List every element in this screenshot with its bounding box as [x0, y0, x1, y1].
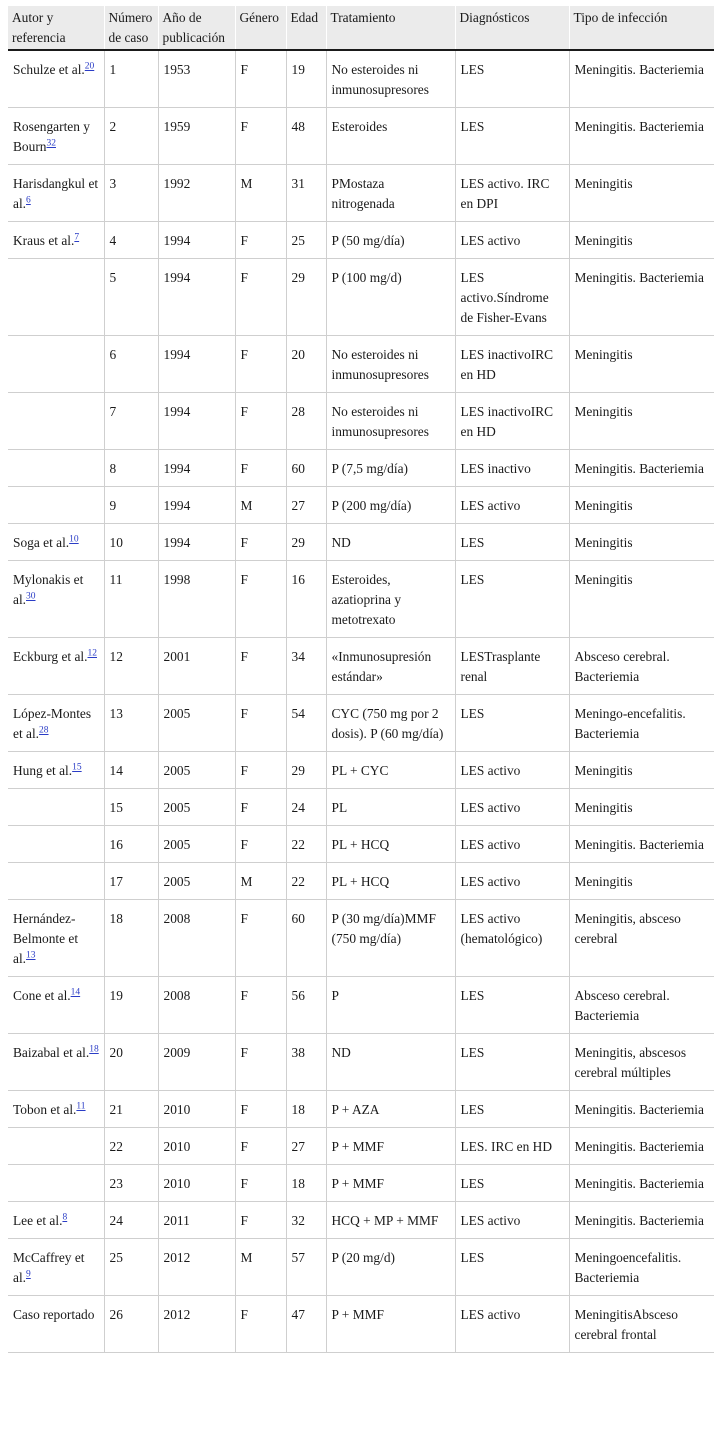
table-row [8, 50, 714, 108]
treatment-cell: PL + CYC [326, 752, 455, 789]
age-cell: 18 [286, 1165, 326, 1202]
reference-link[interactable]: 11 [76, 1101, 86, 1112]
age-cell: 54 [286, 695, 326, 752]
infection-cell: Meningitis [569, 789, 714, 826]
author-name: Eckburg et al. [13, 649, 88, 664]
author-cell [8, 222, 104, 259]
sex-cell: F [235, 789, 286, 826]
author-name: Caso reportado [13, 1307, 95, 1322]
diagnosis-cell: LES [455, 1034, 569, 1091]
infection-cell: Meningitis. Bacteriemia [569, 50, 714, 108]
infection-cell: Meningitis [569, 863, 714, 900]
year-cell: 2012 [158, 1239, 235, 1296]
header-year: Año de publicación [158, 6, 235, 50]
sex-cell: F [235, 900, 286, 977]
treatment-cell: Esteroides, azatioprina y metotrexato [326, 561, 455, 638]
table-row [8, 165, 714, 222]
table-row [8, 695, 714, 752]
author-cell [8, 561, 104, 638]
author-cell [8, 1091, 104, 1128]
diagnosis-cell: LES. IRC en HD [455, 1128, 569, 1165]
author-cell [8, 50, 104, 108]
age-cell: 29 [286, 259, 326, 336]
sex-cell: F [235, 977, 286, 1034]
infection-cell: Meningitis, abscesos cerebral múltiples [569, 1034, 714, 1091]
infection-cell: Meningitis. Bacteriemia [569, 1128, 714, 1165]
diagnosis-cell: LES [455, 524, 569, 561]
year-cell: 1994 [158, 259, 235, 336]
reference-link[interactable]: 13 [26, 950, 36, 961]
age-cell: 27 [286, 487, 326, 524]
reference-link[interactable]: 8 [62, 1212, 68, 1223]
author-cell [8, 1034, 104, 1091]
sex-cell: F [235, 336, 286, 393]
age-cell: 27 [286, 1128, 326, 1165]
author-name: McCaffrey et al. [13, 1250, 85, 1285]
year-cell: 2011 [158, 1202, 235, 1239]
year-cell: 2005 [158, 826, 235, 863]
year-cell: 1959 [158, 108, 235, 165]
author-cell [8, 695, 104, 752]
infection-cell: Meningitis [569, 487, 714, 524]
diagnosis-cell: LES [455, 977, 569, 1034]
case-number-cell: 18 [104, 900, 158, 977]
infection-cell: Absceso cerebral. Bacteriemia [569, 638, 714, 695]
sex-cell: M [235, 487, 286, 524]
diagnosis-cell: LESTrasplante renal [455, 638, 569, 695]
author-cell [8, 826, 104, 863]
sex-cell: F [235, 524, 286, 561]
age-cell: 32 [286, 1202, 326, 1239]
infection-cell: Meningo-encefalitis. Bacteriemia [569, 695, 714, 752]
infection-cell: Meningitis [569, 222, 714, 259]
sex-cell: F [235, 1128, 286, 1165]
treatment-cell: P + MMF [326, 1128, 455, 1165]
sex-cell: M [235, 863, 286, 900]
sex-cell: F [235, 752, 286, 789]
infection-cell: MeningitisAbsceso cerebral frontal [569, 1296, 714, 1353]
header-sex: Género [235, 6, 286, 50]
author-cell [8, 863, 104, 900]
author-cell [8, 524, 104, 561]
table-row [8, 1091, 714, 1128]
age-cell: 22 [286, 826, 326, 863]
table-row [8, 826, 714, 863]
year-cell: 1994 [158, 524, 235, 561]
diagnosis-cell: LES activo.Síndrome de Fisher-Evans [455, 259, 569, 336]
table-row [8, 1165, 714, 1202]
author-cell [8, 789, 104, 826]
year-cell: 1953 [158, 50, 235, 108]
author-name: Tobon et al. [13, 1102, 77, 1117]
treatment-cell: P [326, 977, 455, 1034]
case-number-cell: 26 [104, 1296, 158, 1353]
table-row [8, 900, 714, 977]
table-row [8, 108, 714, 165]
reference-link[interactable]: 15 [72, 762, 82, 773]
case-number-cell: 3 [104, 165, 158, 222]
table-row [8, 393, 714, 450]
author-cell [8, 450, 104, 487]
infection-cell: Meningitis. Bacteriemia [569, 1202, 714, 1239]
treatment-cell: «Inmunosupresión estándar» [326, 638, 455, 695]
age-cell: 31 [286, 165, 326, 222]
diagnosis-cell: LES activo [455, 1296, 569, 1353]
sex-cell: F [235, 393, 286, 450]
year-cell: 1998 [158, 561, 235, 638]
case-number-cell: 14 [104, 752, 158, 789]
infection-cell: Meningitis. Bacteriemia [569, 108, 714, 165]
table-row [8, 222, 714, 259]
table-row [8, 1202, 714, 1239]
treatment-cell: P (20 mg/d) [326, 1239, 455, 1296]
sex-cell: F [235, 108, 286, 165]
treatment-cell: ND [326, 1034, 455, 1091]
table-row [8, 336, 714, 393]
case-number-cell: 16 [104, 826, 158, 863]
table-row [8, 977, 714, 1034]
diagnosis-cell: LES activo [455, 789, 569, 826]
treatment-cell: PL + HCQ [326, 863, 455, 900]
age-cell: 18 [286, 1091, 326, 1128]
table-row [8, 638, 714, 695]
treatment-cell: ND [326, 524, 455, 561]
reference-link[interactable]: 18 [89, 1044, 99, 1055]
author-cell [8, 108, 104, 165]
sex-cell: F [235, 222, 286, 259]
author-name: Hung et al. [13, 763, 73, 778]
age-cell: 60 [286, 900, 326, 977]
sex-cell: F [235, 50, 286, 108]
case-number-cell: 7 [104, 393, 158, 450]
diagnosis-cell: LES inactivoIRC en HD [455, 336, 569, 393]
infection-cell: Meningitis. Bacteriemia [569, 1165, 714, 1202]
infection-cell: Meningitis [569, 752, 714, 789]
sex-cell: F [235, 1091, 286, 1128]
age-cell: 22 [286, 863, 326, 900]
age-cell: 29 [286, 524, 326, 561]
treatment-cell: HCQ + MP + MMF [326, 1202, 455, 1239]
table-row [8, 561, 714, 638]
author-name: Schulze et al. [13, 62, 85, 77]
treatment-cell: PMostaza nitrogenada [326, 165, 455, 222]
author-cell [8, 336, 104, 393]
year-cell: 2005 [158, 695, 235, 752]
case-number-cell: 11 [104, 561, 158, 638]
case-number-cell: 25 [104, 1239, 158, 1296]
treatment-cell: P (7,5 mg/día) [326, 450, 455, 487]
table-row [8, 1034, 714, 1091]
diagnosis-cell: LES inactivo [455, 450, 569, 487]
diagnosis-cell: LES activo [455, 222, 569, 259]
infection-cell: Meningitis. Bacteriemia [569, 450, 714, 487]
case-number-cell: 10 [104, 524, 158, 561]
sex-cell: F [235, 450, 286, 487]
treatment-cell: P + MMF [326, 1165, 455, 1202]
case-number-cell: 5 [104, 259, 158, 336]
diagnosis-cell: LES activo [455, 826, 569, 863]
table-row [8, 524, 714, 561]
reference-link[interactable]: 14 [70, 987, 81, 998]
year-cell: 2010 [158, 1091, 235, 1128]
author-name: Cone et al. [13, 988, 71, 1003]
author-name: Soga et al. [13, 535, 70, 550]
author-cell [8, 487, 104, 524]
header-age: Edad [286, 6, 326, 50]
diagnosis-cell: LES [455, 1091, 569, 1128]
case-number-cell: 23 [104, 1165, 158, 1202]
sex-cell: F [235, 1034, 286, 1091]
year-cell: 1994 [158, 393, 235, 450]
table-row [8, 752, 714, 789]
infection-cell: Meningitis [569, 336, 714, 393]
diagnosis-cell: LES activo (hematológico) [455, 900, 569, 977]
diagnosis-cell: LES activo [455, 487, 569, 524]
author-cell [8, 900, 104, 977]
age-cell: 29 [286, 752, 326, 789]
year-cell: 2005 [158, 752, 235, 789]
year-cell: 2008 [158, 900, 235, 977]
reference-link[interactable]: 6 [26, 195, 31, 206]
age-cell: 25 [286, 222, 326, 259]
author-name: Baizabal et al. [13, 1045, 90, 1060]
age-cell: 28 [286, 393, 326, 450]
reference-link[interactable]: 30 [26, 591, 36, 602]
sex-cell: M [235, 165, 286, 222]
infection-cell: Meningitis [569, 561, 714, 638]
reference-link[interactable]: 20 [84, 61, 95, 72]
infection-cell: Meningitis [569, 393, 714, 450]
sex-cell: M [235, 1239, 286, 1296]
reference-link[interactable]: 7 [74, 232, 80, 243]
author-cell [8, 638, 104, 695]
treatment-cell: P (30 mg/día)MMF (750 mg/día) [326, 900, 455, 977]
table-row [8, 789, 714, 826]
treatment-cell: Esteroides [326, 108, 455, 165]
case-number-cell: 20 [104, 1034, 158, 1091]
infection-cell: Meningitis. Bacteriemia [569, 259, 714, 336]
treatment-cell: No esteroides ni inmunosupresores [326, 393, 455, 450]
reference-link[interactable]: 12 [87, 648, 97, 659]
treatment-cell: PL + HCQ [326, 826, 455, 863]
treatment-cell: PL [326, 789, 455, 826]
case-number-cell: 17 [104, 863, 158, 900]
author-cell [8, 1202, 104, 1239]
year-cell: 2005 [158, 789, 235, 826]
author-name: Lee et al. [13, 1213, 63, 1228]
infection-cell: Meningitis. Bacteriemia [569, 1091, 714, 1128]
author-cell [8, 1296, 104, 1353]
author-cell [8, 1239, 104, 1296]
sex-cell: F [235, 259, 286, 336]
case-number-cell: 2 [104, 108, 158, 165]
age-cell: 60 [286, 450, 326, 487]
diagnosis-cell: LES activo [455, 863, 569, 900]
table-row [8, 1128, 714, 1165]
year-cell: 2005 [158, 863, 235, 900]
year-cell: 1994 [158, 450, 235, 487]
author-name: Rosengarten y Bourn [13, 119, 90, 154]
diagnosis-cell: LES [455, 108, 569, 165]
sex-cell: F [235, 638, 286, 695]
header-case: Número de caso [104, 6, 158, 50]
author-cell [8, 1128, 104, 1165]
case-number-cell: 15 [104, 789, 158, 826]
case-number-cell: 12 [104, 638, 158, 695]
age-cell: 19 [286, 50, 326, 108]
year-cell: 2009 [158, 1034, 235, 1091]
age-cell: 48 [286, 108, 326, 165]
reference-link[interactable]: 9 [26, 1269, 31, 1280]
treatment-cell: P + MMF [326, 1296, 455, 1353]
sex-cell: F [235, 1296, 286, 1353]
case-number-cell: 9 [104, 487, 158, 524]
year-cell: 2012 [158, 1296, 235, 1353]
author-cell [8, 259, 104, 336]
treatment-cell: CYC (750 mg por 2 dosis). P (60 mg/día) [326, 695, 455, 752]
author-cell [8, 752, 104, 789]
author-name: Mylonakis et al. [13, 572, 84, 607]
case-number-cell: 8 [104, 450, 158, 487]
case-number-cell: 13 [104, 695, 158, 752]
age-cell: 57 [286, 1239, 326, 1296]
infection-cell: Meningoencefalitis. Bacteriemia [569, 1239, 714, 1296]
reference-link[interactable]: 32 [46, 138, 56, 149]
diagnosis-cell: LES [455, 50, 569, 108]
header-infection: Tipo de infección [569, 6, 714, 50]
sex-cell: F [235, 695, 286, 752]
age-cell: 34 [286, 638, 326, 695]
diagnosis-cell: LES activo. IRC en DPI [455, 165, 569, 222]
header-diagnosis: Diagnósticos [455, 6, 569, 50]
case-number-cell: 19 [104, 977, 158, 1034]
treatment-cell: P (200 mg/día) [326, 487, 455, 524]
case-number-cell: 4 [104, 222, 158, 259]
infection-cell: Meningitis [569, 524, 714, 561]
sex-cell: F [235, 826, 286, 863]
year-cell: 2001 [158, 638, 235, 695]
year-cell: 1992 [158, 165, 235, 222]
table-row [8, 863, 714, 900]
diagnosis-cell: LES activo [455, 1202, 569, 1239]
treatment-cell: No esteroides ni inmunosupresores [326, 336, 455, 393]
year-cell: 2010 [158, 1128, 235, 1165]
age-cell: 24 [286, 789, 326, 826]
author-cell [8, 1165, 104, 1202]
treatment-cell: P (50 mg/día) [326, 222, 455, 259]
sex-cell: F [235, 1165, 286, 1202]
treatment-cell: No esteroides ni inmunosupresores [326, 50, 455, 108]
table-row [8, 1239, 714, 1296]
header-row [8, 6, 714, 50]
diagnosis-cell: LES [455, 561, 569, 638]
infection-cell: Meningitis, absceso cerebral [569, 900, 714, 977]
diagnosis-cell: LES [455, 1239, 569, 1296]
age-cell: 16 [286, 561, 326, 638]
author-cell [8, 393, 104, 450]
case-number-cell: 24 [104, 1202, 158, 1239]
age-cell: 20 [286, 336, 326, 393]
author-name: Kraus et al. [13, 233, 75, 248]
year-cell: 2010 [158, 1165, 235, 1202]
infection-cell: Meningitis [569, 165, 714, 222]
age-cell: 38 [286, 1034, 326, 1091]
diagnosis-cell: LES inactivoIRC en HD [455, 393, 569, 450]
treatment-cell: P + AZA [326, 1091, 455, 1128]
author-name: López-Montes et al. [13, 706, 92, 741]
table-row [8, 450, 714, 487]
author-cell [8, 165, 104, 222]
header-author: Autor y referencia [8, 6, 104, 50]
reference-link[interactable]: 10 [69, 534, 79, 545]
sex-cell: F [235, 561, 286, 638]
table-row [8, 259, 714, 336]
author-name: Hernández-Belmonte et al. [13, 911, 79, 966]
diagnosis-cell: LES [455, 695, 569, 752]
author-cell [8, 977, 104, 1034]
table-row [8, 487, 714, 524]
reference-link[interactable]: 28 [39, 725, 49, 736]
case-number-cell: 22 [104, 1128, 158, 1165]
age-cell: 47 [286, 1296, 326, 1353]
year-cell: 2008 [158, 977, 235, 1034]
header-treatment: Tratamiento [326, 6, 455, 50]
year-cell: 1994 [158, 336, 235, 393]
infection-cell: Absceso cerebral. Bacteriemia [569, 977, 714, 1034]
age-cell: 56 [286, 977, 326, 1034]
case-number-cell: 1 [104, 50, 158, 108]
diagnosis-cell: LES activo [455, 752, 569, 789]
diagnosis-cell: LES [455, 1165, 569, 1202]
infection-cell: Meningitis. Bacteriemia [569, 826, 714, 863]
case-table [8, 6, 714, 1353]
year-cell: 1994 [158, 487, 235, 524]
author-name: Harisdangkul et al. [13, 176, 99, 211]
case-number-cell: 6 [104, 336, 158, 393]
case-number-cell: 21 [104, 1091, 158, 1128]
treatment-cell: P (100 mg/d) [326, 259, 455, 336]
year-cell: 1994 [158, 222, 235, 259]
sex-cell: F [235, 1202, 286, 1239]
table-row [8, 1296, 714, 1353]
